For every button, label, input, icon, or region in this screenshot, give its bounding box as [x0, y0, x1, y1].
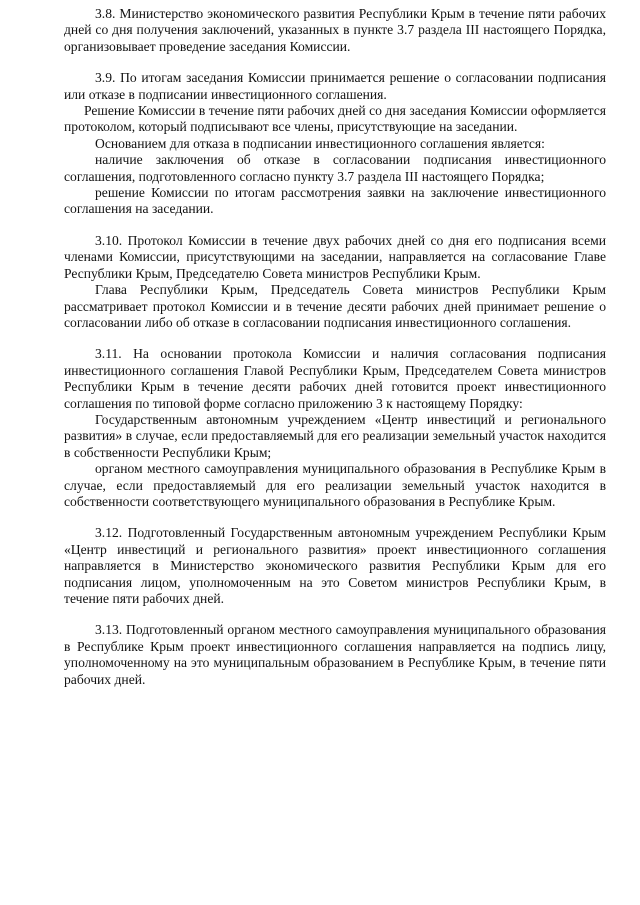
paragraph-commission-decision: Решение Комиссии в течение пяти рабочих дней со дня заседания Комиссии оформляется протоколом, который подписывают все члены, присутствующие на заседании. — [64, 103, 606, 135]
paragraph-3-11: 3.11. На основании протокола Комиссии и наличия согласования подписания инвестиционного соглашения Главой Республики Крым, Председателем Совета министров Республики Крым в течение десяти рабочих дней готовится проект инвестиционного соглашения по типовой форме согласно приложению 3 к настоящему Порядку: — [64, 346, 606, 411]
paragraph-3-12: 3.12. Подготовленный Государственным автономным учреждением Республики Крым «Центр инвестиций и регионального развития» проект инвестиционного соглашения направляется в Министерство экономического развития Республики Крым для его подписания лицом, уполномоченным на это Советом министров Республики Крым, в течение пяти рабочих дней. — [64, 525, 606, 606]
paragraph-3-9: 3.9. По итогам заседания Комиссии принимается решение о согласовании подписания или отказе в подписании инвестиционного соглашения. — [64, 70, 606, 102]
paragraph-head-review: Глава Республики Крым, Председатель Совета министров Республики Крым рассматривает протокол Комиссии и в течение десяти рабочих дней принимает решение о согласовании либо об отказе в согласовании подписания инвестиционного соглашения. — [64, 282, 606, 330]
paragraph-3-13: 3.13. Подготовленный органом местного самоуправления муниципального образования в Республике Крым проект инвестиционного соглашения направляется на подпись лицу, уполномоченному на это муниципальным образованием в Республике Крым, в течение пяти рабочих дней. — [64, 622, 606, 687]
paragraph-3-8: 3.8. Министерство экономического развития Республики Крым в течение пяти рабочих дней со дня получения заключений, указанных в пункте 3.7 раздела III настоящего Порядка, организовывает проведение заседания Комиссии. — [64, 6, 606, 54]
list-item-refusal-decision: решение Комиссии по итогам рассмотрения заявки на заключение инвестиционного соглашения на заседании. — [64, 185, 606, 217]
list-item-refusal-conclusion: наличие заключения об отказе в согласовании подписания инвестиционного соглашения, подготовленного согласно пункту 3.7 раздела III настоящего Порядка; — [64, 152, 606, 184]
list-item-local-government: органом местного самоуправления муниципального образования в Республике Крым в случае, если предоставляемый для его реализации земельный участок находится в собственности соответствующего муниципального образования в Республике Крым. — [64, 461, 606, 509]
document-page — [64, 6, 606, 688]
paragraph-3-10: 3.10. Протокол Комиссии в течение двух рабочих дней со дня его подписания всеми членами Комиссии, присутствующими на заседании, направляется на согласование Главе Республики Крым, Председателю Совета министров Республики Крым. — [64, 232, 606, 281]
paragraph-refusal-grounds: Основанием для отказа в подписании инвестиционного соглашения является: — [95, 135, 545, 151]
list-item-state-institution: Государственным автономным учреждением «Центр инвестиций и регионального развития» в случае, если предоставляемый для его реализации земельный участок находится в собственности Республики Крым; — [64, 411, 606, 460]
